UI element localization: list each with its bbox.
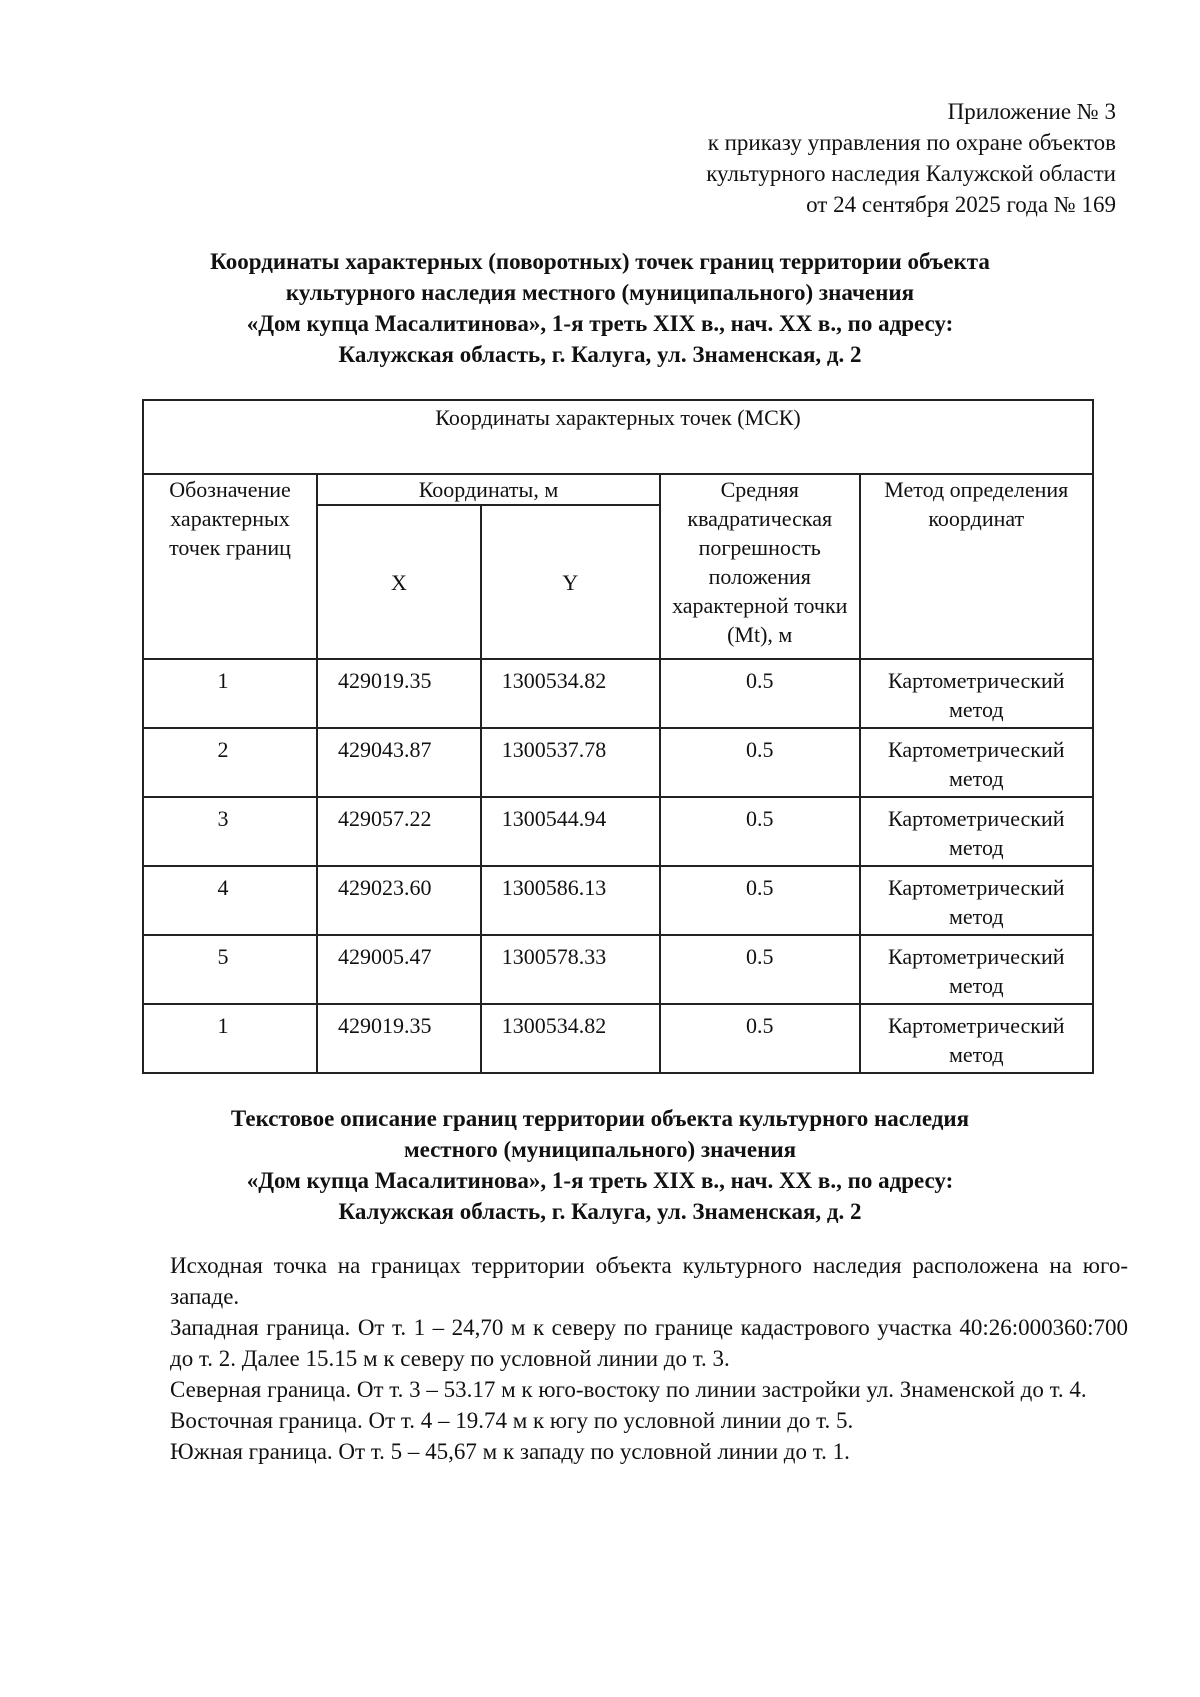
cell-method: Картометрический метод (860, 1004, 1093, 1073)
cell-method: Картометрический метод (860, 797, 1093, 866)
cell-error: 0.5 (660, 797, 860, 866)
header-error: Средняя квадратическая погрешность положения характерной точки (Mt), м (660, 474, 860, 659)
description-heading-line: Калужская область, г. Калуга, ул. Знаменская, д. 2 (338, 1199, 862, 1224)
cell-method: Картометрический метод (860, 659, 1093, 728)
cell-point: 1 (143, 1004, 317, 1073)
description-east-boundary: Восточная граница. От т. 4 – 19.74 м к югу по условной линии до т. 5. (170, 1408, 854, 1433)
cell-point: 3 (143, 797, 317, 866)
table-row (143, 728, 1093, 797)
cell-error: 0.5 (660, 866, 860, 935)
cell-point: 2 (143, 728, 317, 797)
cell-point: 1 (143, 659, 317, 728)
header-point: Обозначение характерных точек границ (143, 474, 317, 659)
boundary-description (170, 1250, 1128, 1467)
table-row (143, 935, 1093, 1004)
cell-error: 0.5 (660, 935, 860, 1004)
cell-x: 429043.87 (317, 728, 481, 797)
description-start-point: Исходная точка на границах территории объекта культурного наследия расположена на юго-западе. (170, 1253, 1128, 1309)
coordinates-heading (150, 246, 1050, 370)
cell-y: 1300534.82 (481, 1004, 660, 1073)
header-coords: Координаты, м (317, 474, 660, 505)
cell-error: 0.5 (660, 659, 860, 728)
cell-x: 429019.35 (317, 659, 481, 728)
description-south-boundary: Южная граница. От т. 5 – 45,67 м к западу по условной линии до т. 1. (170, 1439, 850, 1464)
description-heading-line: «Дом купца Масалитинова», 1-я треть XIX в., нач. XX в., по адресу: (246, 1168, 954, 1193)
annex-authority: культурного наследия Калужской области (706, 161, 1116, 186)
coordinates-table (142, 399, 1094, 1074)
annex-date: от 24 сентября 2025 года № 169 (806, 192, 1116, 217)
coordinates-heading-line: Калужская область, г. Калуга, ул. Знаменская, д. 2 (338, 342, 862, 367)
cell-error: 0.5 (660, 728, 860, 797)
cell-x: 429005.47 (317, 935, 481, 1004)
cell-y: 1300544.94 (481, 797, 660, 866)
cell-method: Картометрический метод (860, 866, 1093, 935)
description-heading-line: местного (муниципального) значения (403, 1137, 797, 1162)
cell-x: 429019.35 (317, 1004, 481, 1073)
cell-method: Картометрический метод (860, 935, 1093, 1004)
description-north-boundary: Северная граница. От т. 3 – 53.17 м к юго-востоку по линии застройки ул. Знаменской до т. 4. (170, 1377, 1087, 1402)
cell-x: 429057.22 (317, 797, 481, 866)
coordinates-heading-line: культурного наследия местного (муниципального) значения (285, 280, 915, 305)
description-heading (140, 1103, 1060, 1227)
table-row (143, 1004, 1093, 1073)
coordinates-heading-line: Координаты характерных (поворотных) точек границ территории объекта (210, 249, 990, 274)
cell-y: 1300537.78 (481, 728, 660, 797)
annex-header (706, 96, 1116, 220)
table-row (143, 866, 1093, 935)
description-west-boundary: Западная граница. От т. 1 – 24,70 м к северу по границе кадастрового участка 40:26:000360:700 до т. 2. Далее 15.15 м к северу по условной линии до т. 3. (170, 1315, 1128, 1371)
cell-y: 1300534.82 (481, 659, 660, 728)
table-row (143, 797, 1093, 866)
cell-x: 429023.60 (317, 866, 481, 935)
cell-point: 5 (143, 935, 317, 1004)
cell-y: 1300578.33 (481, 935, 660, 1004)
cell-method: Картометрический метод (860, 728, 1093, 797)
table-title: Координаты характерных точек (МСК) (143, 400, 1093, 474)
table-row (143, 659, 1093, 728)
header-y: Y (481, 505, 660, 659)
annex-order-ref: к приказу управления по охране объектов (707, 130, 1116, 155)
annex-number: Приложение № 3 (947, 99, 1116, 124)
cell-point: 4 (143, 866, 317, 935)
header-x: X (317, 505, 481, 659)
coordinates-heading-line: «Дом купца Масалитинова», 1-я треть XIX в., нач. XX в., по адресу: (246, 311, 954, 336)
header-method: Метод определения координат (860, 474, 1093, 659)
cell-error: 0.5 (660, 1004, 860, 1073)
cell-y: 1300586.13 (481, 866, 660, 935)
description-heading-line: Текстовое описание границ территории объекта культурного наследия (230, 1106, 970, 1131)
